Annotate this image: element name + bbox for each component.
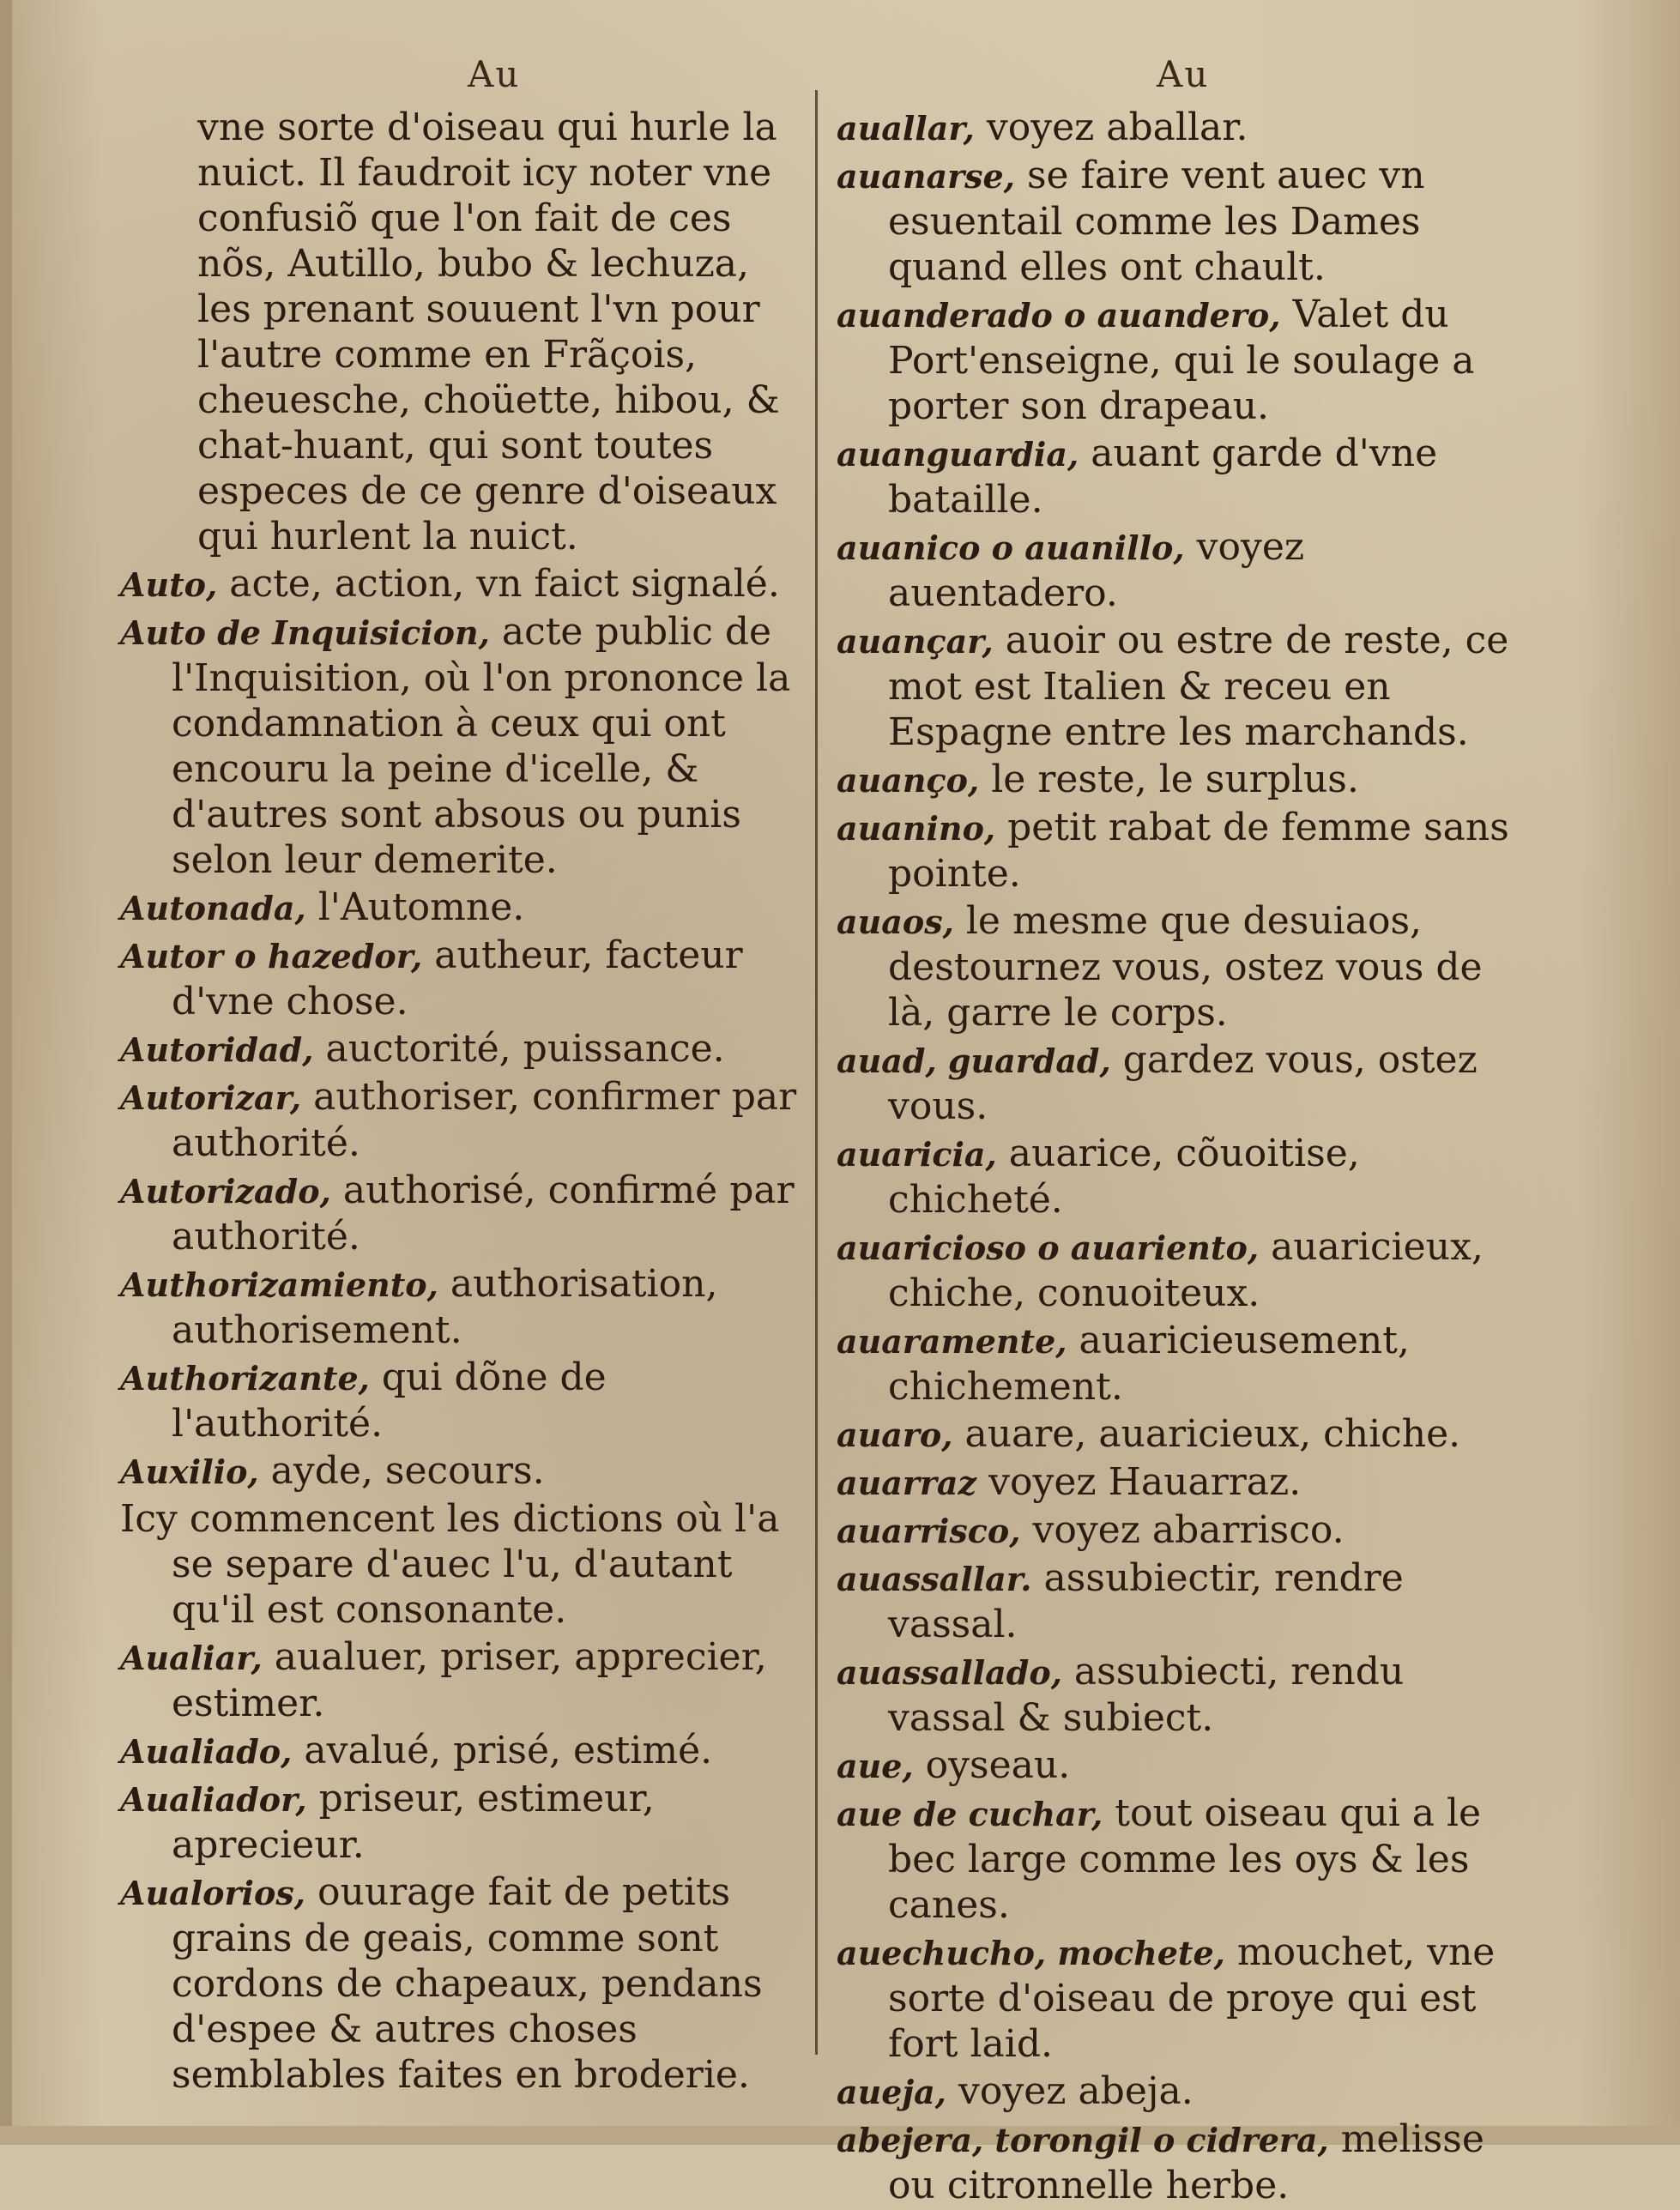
- entry-definition: auctorité, puissance.: [325, 1027, 725, 1071]
- entry-definition: autheur, facteur d'vne chose.: [172, 933, 743, 1023]
- entry-definition: tout oiseau qui a le bec large comme les oys & les canes.: [888, 1791, 1482, 1927]
- entry-headword: auechucho, mochete,: [837, 1934, 1225, 1972]
- entry-headword: Authorizamiento,: [120, 1265, 438, 1304]
- dictionary-entry: [837, 2068, 1514, 2115]
- entry-headword: Autor o hazedor,: [120, 937, 423, 975]
- entry-definition: auaricieusement, chichement.: [888, 1319, 1410, 1409]
- entry-headword: auaro,: [837, 1416, 953, 1454]
- dictionary-entry: [120, 1261, 807, 1353]
- entry-headword: auanino,: [837, 809, 996, 848]
- entry-headword: auaramente,: [837, 1322, 1067, 1361]
- dictionary-entry: [120, 885, 807, 931]
- dictionary-entry: [837, 757, 1514, 803]
- entry-headword: aueja,: [837, 2073, 947, 2111]
- dictionary-entry: [120, 561, 807, 607]
- entry-headword: auaricia,: [837, 1135, 997, 1174]
- entry-headword: auallar,: [837, 109, 975, 148]
- entry-headword: Aualiar,: [120, 1639, 263, 1677]
- entry-definition: Icy commencent les dictions où l'a se separe d'auec l'u, d'autant qu'il est consonante.: [120, 1497, 780, 1632]
- dictionary-entry: [837, 1649, 1514, 1741]
- dictionary-entry: [837, 898, 1514, 1036]
- entry-definition: auoir ou estre de reste, ce mot est Italien & receu en Espagne entre les marchands.: [888, 619, 1509, 754]
- dictionary-entry: [120, 1355, 807, 1446]
- dictionary-entry: [837, 292, 1514, 429]
- dictionary-entry: [837, 1411, 1514, 1458]
- entry-headword: abejera, torongil o cidrera,: [837, 2121, 1329, 2159]
- dictionary-entry: [120, 1168, 807, 1259]
- entry-headword: Autorizado,: [120, 1172, 331, 1211]
- entry-headword: Auto de Inquisicion,: [120, 613, 490, 652]
- entry-headword: Autoridad,: [120, 1030, 314, 1069]
- left-entry-list: [120, 561, 807, 2098]
- running-header-right: Au: [1157, 53, 1210, 95]
- entry-headword: auarraz: [837, 1464, 977, 1502]
- entry-definition: voyez auentadero.: [888, 525, 1305, 615]
- entry-definition: voyez abarrisco.: [1032, 1508, 1345, 1552]
- entry-definition: petit rabat de femme sans pointe.: [888, 806, 1509, 896]
- entry-headword: Autonada,: [120, 889, 306, 927]
- dictionary-entry: [120, 1728, 807, 1774]
- dictionary-entry: [120, 609, 807, 883]
- entry-definition: acte public de l'Inquisition, où l'on prononce la condamnation à ceux qui ont encouru la peine d'icelle, & d'autres sont absous ou punis selon leur demerite.: [172, 610, 791, 882]
- dictionary-entry: [837, 1131, 1514, 1223]
- entry-headword: auanico o auanillo,: [837, 528, 1185, 567]
- entry-definition: voyez abeja.: [958, 2069, 1194, 2113]
- dictionary-entry: [120, 1634, 807, 1726]
- entry-definition: auare, auaricieux, chiche.: [964, 1412, 1461, 1456]
- entry-headword: auanguardia,: [837, 435, 1079, 474]
- dictionary-entry: [120, 1496, 807, 1633]
- dictionary-entry: [837, 105, 1514, 151]
- entry-headword: auassallado,: [837, 1653, 1062, 1692]
- entry-definition: voyez aballar.: [986, 106, 1248, 149]
- entry-definition: auant garde d'vne bataille.: [888, 432, 1438, 522]
- right-entry-list: [837, 105, 1514, 2208]
- column-divider: [815, 90, 818, 2055]
- entry-headword: auanarse,: [837, 157, 1015, 196]
- dictionary-entry: [120, 1074, 807, 1166]
- entry-headword: auarrisco,: [837, 1512, 1021, 1550]
- dictionary-entry: [837, 524, 1514, 616]
- entry-definition: assubiectir, rendre vassal.: [888, 1556, 1404, 1646]
- entry-headword: Aualorios,: [120, 1874, 305, 1912]
- dictionary-entry: [837, 1224, 1514, 1316]
- running-header-left: Au: [468, 53, 521, 95]
- entry-definition: priseur, estimeur, aprecieur.: [172, 1777, 655, 1867]
- entry-headword: auassallar.: [837, 1560, 1032, 1598]
- entry-definition: se faire vent auec vn esuentail comme les Dames quand elles ont chault.: [888, 154, 1425, 289]
- entry-definition: authoriser, confirmer par authorité.: [172, 1075, 797, 1165]
- entry-headword: auaos,: [837, 903, 954, 941]
- dictionary-entry: [837, 1929, 1514, 2067]
- dictionary-entry: [120, 1776, 807, 1868]
- dictionary-entry: [837, 805, 1514, 897]
- dictionary-entry: [837, 1318, 1514, 1410]
- right-column: [837, 105, 1514, 2210]
- entry-definition: auarice, cõuoitise, chicheté.: [888, 1132, 1360, 1222]
- entry-definition: Valet du Port'enseigne, qui le soulage a porter son drapeau.: [888, 293, 1475, 428]
- entry-headword: auad, guardad,: [837, 1042, 1111, 1080]
- entry-definition: authorisé, confirmé par authorité.: [172, 1168, 795, 1259]
- entry-definition: avalué, prisé, estimé.: [304, 1729, 713, 1772]
- entry-definition: auaricieux, chiche, conuoiteux.: [888, 1225, 1484, 1315]
- entry-headword: auançar,: [837, 622, 994, 661]
- entry-definition: assubiecti, rendu vassal & subiect.: [888, 1650, 1405, 1740]
- entry-definition: ouurage fait de petits grains de geais, comme sont cordons de chapeaux, pendans d'espee & autres choses semblables faites en broderie.: [172, 1870, 763, 2097]
- entry-definition: mouchet, vne sorte d'oiseau de proye qui est fort laid.: [888, 1930, 1496, 2066]
- entry-definition: authorisation, authorisement.: [172, 1262, 718, 1352]
- dictionary-entry: [837, 618, 1514, 755]
- dictionary-entry: [837, 1742, 1514, 1789]
- entry-definition: le reste, le surplus.: [991, 758, 1359, 801]
- entry-definition: oyseau.: [925, 1743, 1071, 1787]
- entry-headword: auanço,: [837, 761, 980, 800]
- dictionary-entry: [837, 1555, 1514, 1647]
- entry-headword: auaricioso o auariento,: [837, 1229, 1260, 1267]
- entry-definition: qui dõne de l'authorité.: [172, 1356, 607, 1446]
- entry-definition: gardez vous, ostez vous.: [888, 1038, 1478, 1128]
- page-edge-left: [0, 0, 12, 2145]
- dictionary-entry: [837, 1037, 1514, 1129]
- left-column: [120, 105, 807, 2099]
- dictionary-entry: [120, 1869, 807, 2098]
- entry-headword: auanderado o auandero,: [837, 296, 1281, 335]
- dictionary-entry: [120, 1448, 807, 1494]
- entry-headword: Aualiador,: [120, 1780, 307, 1819]
- entry-definition: melisse ou citronnelle herbe.: [888, 2117, 1484, 2207]
- entry-headword: aue,: [837, 1747, 914, 1785]
- dictionary-entry: [120, 1026, 807, 1072]
- dictionary-entry: [120, 933, 807, 1024]
- entry-definition: le mesme que desuiaos, destournez vous, ostez vous de là, garre le corps.: [888, 899, 1483, 1035]
- dictionary-entry: [837, 153, 1514, 290]
- entry-headword: aue de cuchar,: [837, 1795, 1103, 1833]
- entry-definition: l'Automne.: [317, 885, 525, 929]
- entry-headword: Authorizante,: [120, 1359, 370, 1398]
- entry-definition: ayde, secours.: [270, 1449, 545, 1493]
- continued-entry: vne sorte d'oiseau qui hurle la nuict. Il faudroit icy noter vne confusiõ que l'on fait de ces nõs, Autillo, bubo & lechuza, les prenant souuent l'vn pour l'autre comme en Frãçois, cheuesche, choüette, hibou, & chat-huant, qui sont toutes especes de ce genre d'oiseaux qui hurlent la nuict.: [197, 106, 780, 559]
- entry-headword: Auxilio,: [120, 1452, 259, 1491]
- entry-definition: voyez Hauarraz.: [988, 1460, 1302, 1504]
- dictionary-entry: [837, 1790, 1514, 1928]
- entry-headword: Autorizar,: [120, 1078, 302, 1117]
- entry-headword: Aualiado,: [120, 1732, 293, 1771]
- entry-definition: aualuer, priser, apprecier, estimer.: [172, 1635, 767, 1725]
- dictionary-entry: [837, 2116, 1514, 2208]
- entry-definition: acte, action, vn faict signalé.: [229, 562, 780, 606]
- dictionary-entry: [837, 1459, 1514, 1506]
- dictionary-entry: [837, 1507, 1514, 1554]
- dictionary-entry: [837, 431, 1514, 522]
- entry-headword: Auto,: [120, 565, 218, 604]
